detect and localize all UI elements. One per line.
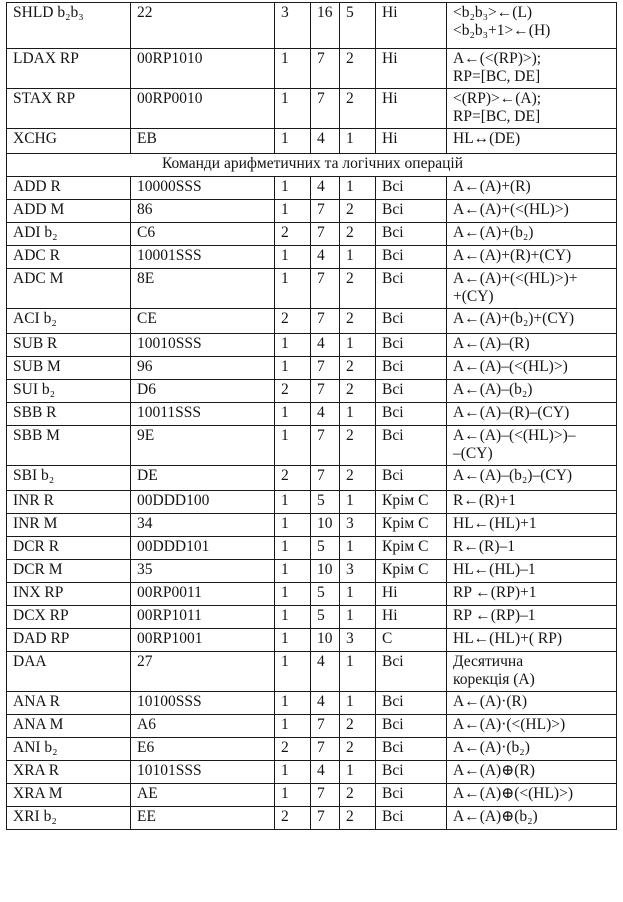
flags-cell: Всі (376, 692, 447, 715)
action-cell (447, 177, 617, 200)
opcode-cell: 10101SSS (131, 761, 275, 784)
bytes-cell: 2 (275, 380, 311, 403)
action-line: A←(A)–(b₂) (453, 381, 533, 398)
cycles-cell: 7 (311, 466, 340, 491)
action-cell (447, 426, 617, 466)
table-row (7, 49, 617, 89)
mnemonic-cell: DCR M (7, 560, 131, 583)
action-cell (447, 380, 617, 403)
action-cell (447, 807, 617, 830)
bytes-cell: 1 (275, 761, 311, 784)
action-line: R←(R)–1 (453, 538, 515, 555)
mnemonic-cell: XCHG (7, 129, 131, 154)
action-cell (447, 606, 617, 629)
table-row (7, 403, 617, 426)
flags-cell: Hi (376, 3, 447, 49)
action-line: A←(A)⊕(<(HL)>) (453, 785, 573, 802)
opcode-cell: 00RP1011 (131, 606, 275, 629)
mnemonic-cell: SBB M (7, 426, 131, 466)
table-row (7, 514, 617, 537)
mnemonic-cell: INX RP (7, 583, 131, 606)
states-cell: 1 (340, 177, 376, 200)
section-title: Команди арифметичних та логічних операцій (7, 154, 617, 177)
action-line: A←(A)–(<(HL)>)– (453, 427, 576, 444)
bytes-cell: 1 (275, 652, 311, 692)
opcode-cell: 10011SSS (131, 403, 275, 426)
cycles-cell: 5 (311, 537, 340, 560)
opcode-cell: CE (131, 309, 275, 334)
action-line: A←(A)–(R) (453, 335, 530, 352)
states-cell: 5 (340, 3, 376, 49)
cycles-cell: 4 (311, 652, 340, 692)
states-cell: 2 (340, 357, 376, 380)
mnemonic-cell: DAD RP (7, 629, 131, 652)
states-cell: 3 (340, 560, 376, 583)
mnemonic-cell: LDAX RP (7, 49, 131, 89)
cycles-cell: 4 (311, 403, 340, 426)
states-cell: 3 (340, 629, 376, 652)
action-line-2: +(CY) (453, 288, 494, 305)
cycles-cell: 10 (311, 514, 340, 537)
table-row (7, 177, 617, 200)
opcode-cell: 27 (131, 652, 275, 692)
flags-cell: Всі (376, 784, 447, 807)
cycles-cell: 10 (311, 560, 340, 583)
action-line: <(RP)>←(A); (453, 90, 542, 107)
table-row (7, 223, 617, 246)
table-row (7, 629, 617, 652)
flags-cell: Всі (376, 466, 447, 491)
opcode-cell: 00DDD100 (131, 491, 275, 514)
action-line: A←(A)+(R)+(CY) (453, 247, 572, 264)
states-cell: 2 (340, 380, 376, 403)
cycles-cell: 7 (311, 738, 340, 761)
flags-cell: Hi (376, 89, 447, 129)
action-cell (447, 223, 617, 246)
action-line: A←(A)–(R)–(CY) (453, 404, 570, 421)
cycles-cell: 5 (311, 606, 340, 629)
action-line: A←(A)⊕(b₂) (453, 808, 538, 825)
mnemonic-cell: DCR R (7, 537, 131, 560)
action-line: HL←(HL)–1 (453, 561, 536, 578)
action-line: RP ←(RP)–1 (453, 607, 536, 624)
table-row (7, 692, 617, 715)
flags-cell: Всі (376, 357, 447, 380)
bytes-cell: 2 (275, 738, 311, 761)
states-cell: 2 (340, 309, 376, 334)
action-line: A←(A)–(<(HL)>) (453, 358, 568, 375)
action-cell (447, 761, 617, 784)
mnemonic-cell: SBB R (7, 403, 131, 426)
flags-cell: Всі (376, 380, 447, 403)
action-cell (447, 129, 617, 154)
flags-cell: Крім С (376, 560, 447, 583)
mnemonic-cell: DCX RP (7, 606, 131, 629)
flags-cell: Всі (376, 738, 447, 761)
cycles-cell: 7 (311, 380, 340, 403)
table-row (7, 652, 617, 692)
bytes-cell: 2 (275, 466, 311, 491)
bytes-cell: 1 (275, 560, 311, 583)
bytes-cell: 1 (275, 583, 311, 606)
action-cell (447, 3, 617, 49)
table-row (7, 537, 617, 560)
states-cell: 1 (340, 583, 376, 606)
action-cell (447, 738, 617, 761)
opcode-cell: 00RP0011 (131, 583, 275, 606)
mnemonic-cell: XRA M (7, 784, 131, 807)
flags-cell: C (376, 629, 447, 652)
table-row (7, 560, 617, 583)
cycles-cell: 4 (311, 334, 340, 357)
bytes-cell: 1 (275, 334, 311, 357)
states-cell: 2 (340, 223, 376, 246)
action-line: A←(A)+(R) (453, 178, 531, 195)
states-cell: 2 (340, 426, 376, 466)
action-line: A←(A)–(b₂)–(CY) (453, 467, 573, 484)
states-cell: 1 (340, 761, 376, 784)
mnemonic-cell: SUB M (7, 357, 131, 380)
bytes-cell: 1 (275, 49, 311, 89)
mnemonic-cell: ACI b₂ (7, 309, 131, 334)
action-cell (447, 309, 617, 334)
states-cell: 2 (340, 715, 376, 738)
opcode-cell: 10001SSS (131, 246, 275, 269)
table-row (7, 309, 617, 334)
opcode-cell: 9E (131, 426, 275, 466)
cycles-cell: 5 (311, 491, 340, 514)
table-row (7, 380, 617, 403)
action-cell (447, 89, 617, 129)
opcode-cell: EE (131, 807, 275, 830)
mnemonic-cell: INR M (7, 514, 131, 537)
action-cell (447, 269, 617, 309)
flags-cell: Всі (376, 177, 447, 200)
action-cell (447, 49, 617, 89)
action-cell (447, 403, 617, 426)
action-line: HL↔(DE) (453, 130, 521, 147)
table-row (7, 738, 617, 761)
states-cell: 2 (340, 89, 376, 129)
bytes-cell: 2 (275, 807, 311, 830)
action-line: A←(A)+(<(HL)>)+ (453, 270, 578, 287)
action-line-2: –(CY) (453, 445, 493, 462)
mnemonic-cell: ANA M (7, 715, 131, 738)
flags-cell: Всі (376, 426, 447, 466)
table-row (7, 784, 617, 807)
action-line: RP ←(RP)+1 (453, 584, 537, 601)
table-row (7, 426, 617, 466)
states-cell: 1 (340, 606, 376, 629)
opcode-cell: 35 (131, 560, 275, 583)
cycles-cell: 7 (311, 223, 340, 246)
states-cell: 2 (340, 807, 376, 830)
mnemonic-cell: ADD M (7, 200, 131, 223)
action-cell (447, 200, 617, 223)
flags-cell: Всі (376, 246, 447, 269)
opcode-cell: 00RP1010 (131, 49, 275, 89)
cycles-cell: 5 (311, 583, 340, 606)
action-line: HL←(HL)+1 (453, 515, 537, 532)
states-cell: 2 (340, 738, 376, 761)
mnemonic-cell: ADC R (7, 246, 131, 269)
opcode-cell: A6 (131, 715, 275, 738)
cycles-cell: 4 (311, 692, 340, 715)
table-row (7, 357, 617, 380)
action-line-2: RP=[BC, DE] (453, 68, 541, 85)
states-cell: 2 (340, 466, 376, 491)
states-cell: 2 (340, 49, 376, 89)
action-cell (447, 466, 617, 491)
bytes-cell: 1 (275, 629, 311, 652)
bytes-cell: 3 (275, 3, 311, 49)
action-line: R←(R)+1 (453, 492, 516, 509)
states-cell: 1 (340, 246, 376, 269)
bytes-cell: 1 (275, 246, 311, 269)
cycles-cell: 7 (311, 715, 340, 738)
states-cell: 3 (340, 514, 376, 537)
action-cell (447, 514, 617, 537)
states-cell: 2 (340, 784, 376, 807)
flags-cell: Hi (376, 583, 447, 606)
cycles-cell: 7 (311, 49, 340, 89)
cycles-cell: 7 (311, 807, 340, 830)
opcode-cell: EB (131, 129, 275, 154)
flags-cell: Hi (376, 129, 447, 154)
flags-cell: Крім С (376, 514, 447, 537)
opcode-cell: 10100SSS (131, 692, 275, 715)
table-row (7, 583, 617, 606)
cycles-cell: 16 (311, 3, 340, 49)
table-row (7, 200, 617, 223)
mnemonic-cell: STAX RP (7, 89, 131, 129)
mnemonic-cell: ANA R (7, 692, 131, 715)
mnemonic-cell: DAA (7, 652, 131, 692)
mnemonic-cell: INR R (7, 491, 131, 514)
action-line: <b₂b₃>←(L) (453, 4, 533, 21)
mnemonic-cell: SUB R (7, 334, 131, 357)
flags-cell: Всі (376, 334, 447, 357)
cycles-cell: 4 (311, 129, 340, 154)
bytes-cell: 1 (275, 357, 311, 380)
table-row (7, 129, 617, 154)
bytes-cell: 2 (275, 223, 311, 246)
opcode-cell: 00DDD101 (131, 537, 275, 560)
table-row (7, 807, 617, 830)
cycles-cell: 7 (311, 89, 340, 129)
flags-cell: Всі (376, 715, 447, 738)
action-line: A←(A)·(<(HL)>) (453, 716, 566, 733)
cycles-cell: 10 (311, 629, 340, 652)
flags-cell: Всі (376, 309, 447, 334)
opcode-cell: C6 (131, 223, 275, 246)
action-line: A←(A)·(R) (453, 693, 528, 710)
states-cell: 1 (340, 692, 376, 715)
action-cell (447, 537, 617, 560)
cycles-cell: 4 (311, 177, 340, 200)
flags-cell: Крім С (376, 537, 447, 560)
table-row (7, 246, 617, 269)
bytes-cell: 2 (275, 309, 311, 334)
flags-cell: Hi (376, 606, 447, 629)
mnemonic-cell: SUI b₂ (7, 380, 131, 403)
flags-cell: Hi (376, 49, 447, 89)
mnemonic-cell: XRI b₂ (7, 807, 131, 830)
bytes-cell: 1 (275, 129, 311, 154)
action-line: A←(A)+(b₂)+(CY) (453, 310, 575, 327)
action-cell (447, 246, 617, 269)
bytes-cell: 1 (275, 715, 311, 738)
states-cell: 1 (340, 334, 376, 357)
states-cell: 1 (340, 491, 376, 514)
instruction-table (6, 2, 617, 830)
action-cell (447, 357, 617, 380)
flags-cell: Всі (376, 269, 447, 309)
action-line: A←(A)·(b₂) (453, 739, 530, 756)
action-cell (447, 491, 617, 514)
table-row (7, 3, 617, 49)
table-row (7, 491, 617, 514)
section-header-row (7, 154, 617, 177)
cycles-cell: 7 (311, 357, 340, 380)
opcode-cell: 34 (131, 514, 275, 537)
opcode-cell: 10010SSS (131, 334, 275, 357)
states-cell: 2 (340, 200, 376, 223)
states-cell: 1 (340, 537, 376, 560)
flags-cell: Всі (376, 223, 447, 246)
table-row (7, 761, 617, 784)
table-row (7, 606, 617, 629)
action-cell (447, 715, 617, 738)
opcode-cell: 86 (131, 200, 275, 223)
opcode-cell: 96 (131, 357, 275, 380)
states-cell: 1 (340, 652, 376, 692)
table-row (7, 334, 617, 357)
mnemonic-cell: ADC M (7, 269, 131, 309)
action-line: HL←(HL)+( RP) (453, 630, 563, 647)
states-cell: 1 (340, 403, 376, 426)
opcode-cell: 10000SSS (131, 177, 275, 200)
bytes-cell: 1 (275, 177, 311, 200)
opcode-cell: 00RP1001 (131, 629, 275, 652)
cycles-cell: 4 (311, 761, 340, 784)
cycles-cell: 7 (311, 784, 340, 807)
cycles-cell: 7 (311, 426, 340, 466)
action-cell (447, 784, 617, 807)
mnemonic-cell: ADD R (7, 177, 131, 200)
bytes-cell: 1 (275, 692, 311, 715)
action-line: A←(<(RP)>); (453, 50, 542, 67)
action-cell (447, 583, 617, 606)
action-cell (447, 560, 617, 583)
cycles-cell: 4 (311, 246, 340, 269)
mnemonic-cell: ANI b₂ (7, 738, 131, 761)
mnemonic-cell: SHLD b₂b₃ (7, 3, 131, 49)
action-cell (447, 652, 617, 692)
bytes-cell: 1 (275, 89, 311, 129)
flags-cell: Крім С (376, 491, 447, 514)
table-row (7, 466, 617, 491)
action-line: A←(A)+(<(HL)>) (453, 201, 569, 218)
opcode-cell: E6 (131, 738, 275, 761)
bytes-cell: 1 (275, 514, 311, 537)
bytes-cell: 1 (275, 403, 311, 426)
opcode-cell: AE (131, 784, 275, 807)
table-row (7, 269, 617, 309)
mnemonic-cell: XRA R (7, 761, 131, 784)
bytes-cell: 1 (275, 537, 311, 560)
flags-cell: Всі (376, 761, 447, 784)
states-cell: 2 (340, 269, 376, 309)
action-line: A←(A)+(b₂) (453, 224, 534, 241)
states-cell: 1 (340, 129, 376, 154)
flags-cell: Всі (376, 652, 447, 692)
cycles-cell: 7 (311, 309, 340, 334)
flags-cell: Всі (376, 403, 447, 426)
flags-cell: Всі (376, 200, 447, 223)
action-line: A←(A)⊕(R) (453, 762, 535, 779)
table-row (7, 89, 617, 129)
cycles-cell: 7 (311, 200, 340, 223)
flags-cell: Всі (376, 807, 447, 830)
action-line: Десятична (453, 653, 524, 670)
opcode-cell: 00RP0010 (131, 89, 275, 129)
bytes-cell: 1 (275, 784, 311, 807)
action-line-2: RP=[BC, DE] (453, 108, 541, 125)
bytes-cell: 1 (275, 269, 311, 309)
action-cell (447, 692, 617, 715)
action-line-2: корекція (A) (453, 671, 535, 688)
table-row (7, 715, 617, 738)
opcode-cell: DE (131, 466, 275, 491)
bytes-cell: 1 (275, 606, 311, 629)
opcode-cell: 22 (131, 3, 275, 49)
opcode-cell: D6 (131, 380, 275, 403)
action-line-2: <b₂b₃+1>←(H) (453, 22, 551, 39)
mnemonic-cell: ADI b₂ (7, 223, 131, 246)
action-cell (447, 334, 617, 357)
bytes-cell: 1 (275, 491, 311, 514)
opcode-cell: 8E (131, 269, 275, 309)
bytes-cell: 1 (275, 426, 311, 466)
action-cell (447, 629, 617, 652)
cycles-cell: 7 (311, 269, 340, 309)
mnemonic-cell: SBI b₂ (7, 466, 131, 491)
bytes-cell: 1 (275, 200, 311, 223)
